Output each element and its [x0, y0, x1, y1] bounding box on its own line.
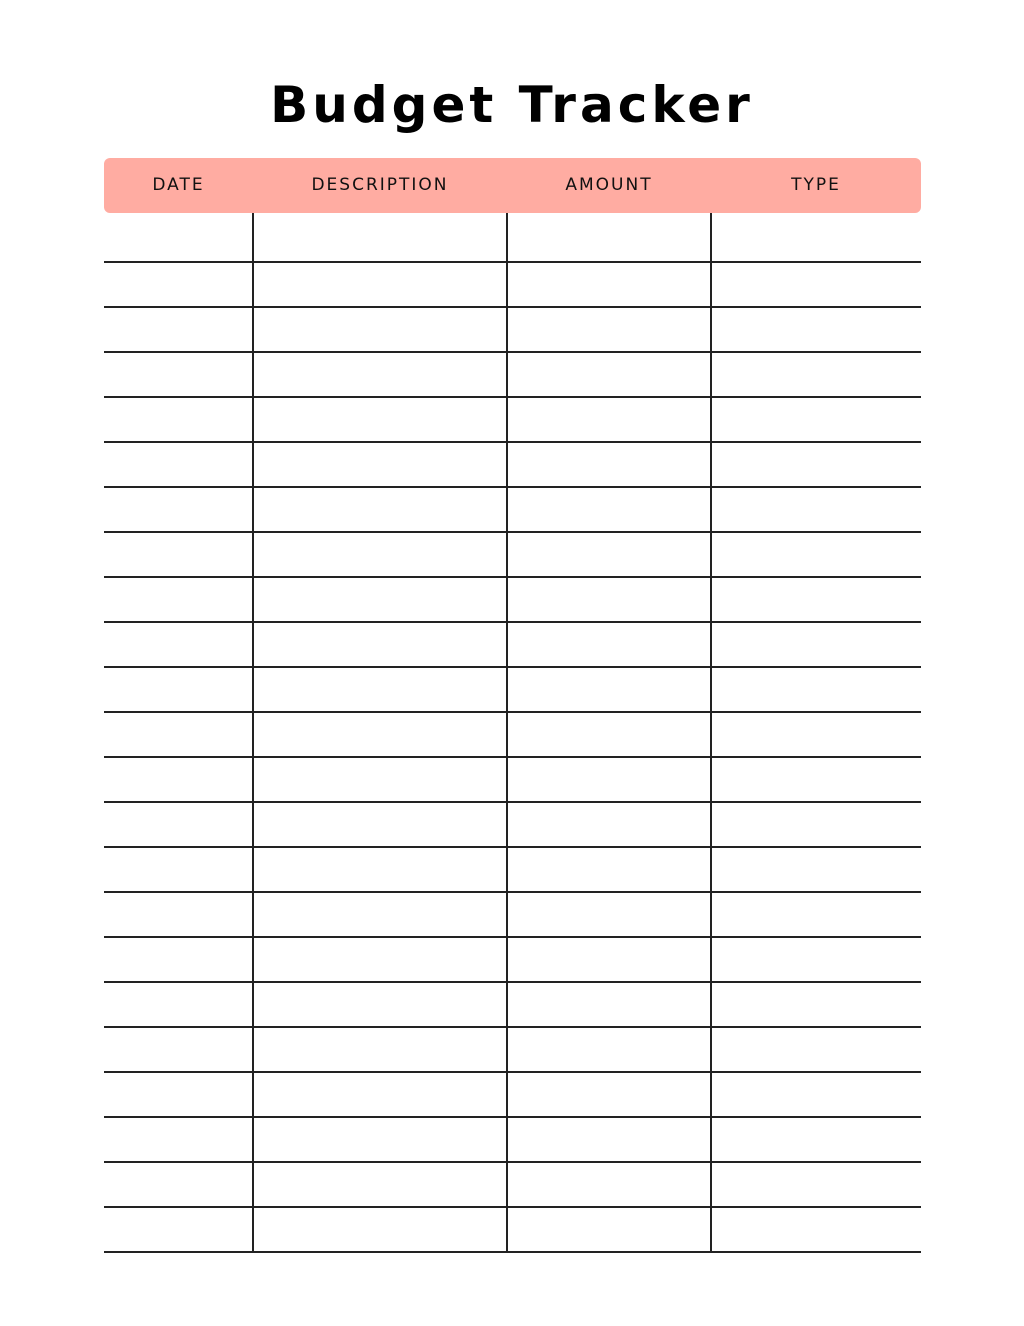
table-body — [104, 213, 921, 1251]
table-row-line — [104, 801, 921, 803]
table-row-line — [104, 1161, 921, 1163]
table-row-line — [104, 756, 921, 758]
column-divider — [710, 213, 712, 1251]
table-row-line — [104, 1071, 921, 1073]
table-row-line — [104, 666, 921, 668]
table-row-line — [104, 891, 921, 893]
table-row-line — [104, 711, 921, 713]
table-row-line — [104, 261, 921, 263]
column-divider — [252, 213, 254, 1251]
table-row-line — [104, 576, 921, 578]
table-row-line — [104, 1116, 921, 1118]
table-row-line — [104, 306, 921, 308]
table-row-line — [104, 846, 921, 848]
table-header — [104, 158, 921, 213]
table-row-line — [104, 1026, 921, 1028]
table-row-line — [104, 981, 921, 983]
table-row-line — [104, 486, 921, 488]
column-header-date: DATE — [152, 175, 205, 195]
column-header-type: TYPE — [791, 175, 841, 195]
table-row-line — [104, 396, 921, 398]
table-row-line — [104, 531, 921, 533]
table-row-line — [104, 351, 921, 353]
table-row-line — [104, 1251, 921, 1253]
column-divider — [506, 213, 508, 1251]
column-header-amount: AMOUNT — [565, 175, 653, 195]
table-row-line — [104, 1206, 921, 1208]
column-header-description: DESCRIPTION — [311, 175, 449, 195]
table-row-line — [104, 441, 921, 443]
table-row-line — [104, 936, 921, 938]
table-row-line — [104, 621, 921, 623]
page-title: Budget Tracker — [270, 76, 754, 134]
